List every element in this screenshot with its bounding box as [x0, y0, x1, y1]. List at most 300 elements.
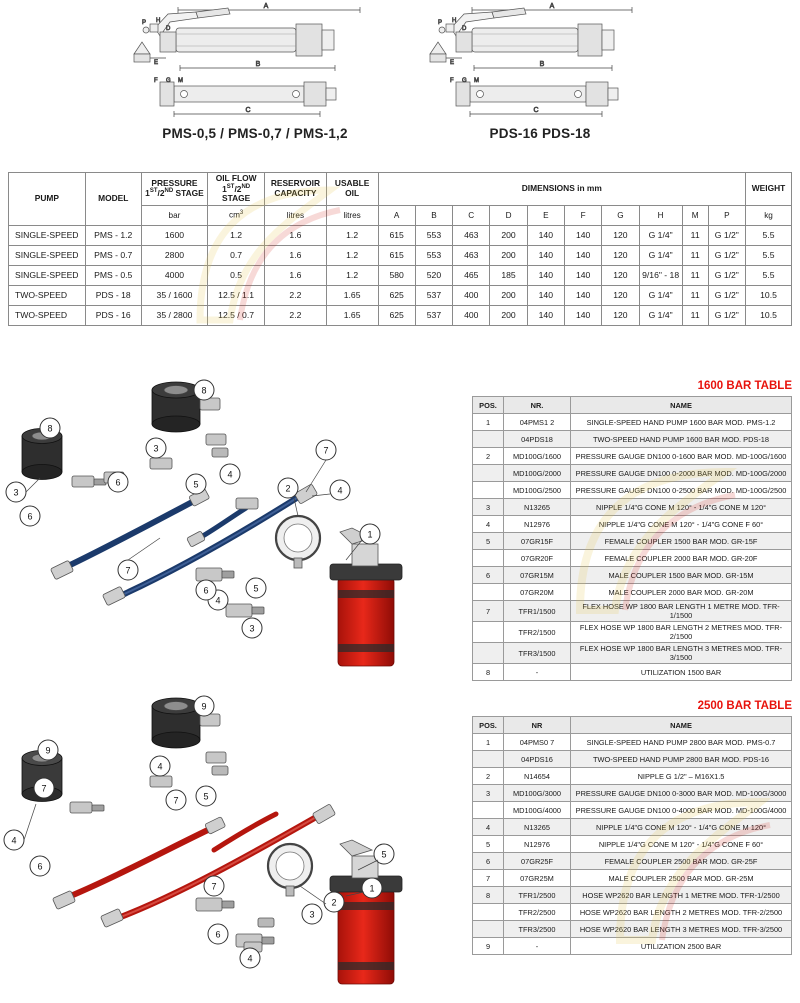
- cell-name: FLEX HOSE WP 1800 BAR LENGTH 1 METRE MOD. TFR-1/1500: [571, 601, 792, 622]
- cell-model: PDS - 18: [85, 285, 141, 305]
- callout-3c: 3: [249, 623, 255, 634]
- cell-oil-flow: 0.7: [208, 245, 265, 265]
- header-pressure-label: PRESSURE: [151, 177, 198, 188]
- cell-dim-B: 553: [415, 225, 452, 245]
- table-row: [473, 431, 792, 448]
- cell-pos: 4: [473, 819, 504, 836]
- header-usable-label: USABLE: [334, 178, 370, 189]
- table-row: [473, 785, 792, 802]
- cell-dim-D: 200: [490, 305, 527, 325]
- svg-text:E: E: [154, 60, 159, 66]
- cell-pos: 7: [473, 601, 504, 622]
- parts-header-row: [473, 397, 792, 414]
- cell-nr: N14654: [504, 768, 571, 785]
- callout-7b: 7: [323, 445, 329, 456]
- svg-text:P: P: [142, 20, 147, 26]
- dim-header-G: G: [602, 205, 639, 225]
- cell-dim-G: 120: [602, 265, 639, 285]
- dim-header-M: M: [682, 205, 708, 225]
- cell-dim-F: 140: [564, 285, 601, 305]
- callout-4c: 4: [247, 953, 253, 964]
- cell-name: HOSE WP2620 BAR LENGTH 1 METRE MOD. TFR-1/2500: [571, 887, 792, 904]
- header-pos: POS.: [473, 717, 504, 734]
- callout-1: 1: [369, 883, 375, 894]
- cell-pos: [473, 751, 504, 768]
- svg-text:P: P: [438, 20, 443, 26]
- cell-nr: TFR3/1500: [504, 643, 571, 664]
- cell-dim-C: 463: [453, 225, 490, 245]
- header-pressure: PRESSURE 1ST/2ND STAGE: [141, 173, 207, 206]
- table-row: [473, 643, 792, 664]
- callout-5: 5: [193, 479, 199, 490]
- cell-nr: TFR2/2500: [504, 904, 571, 921]
- dim-header-F: F: [564, 205, 601, 225]
- cell-pump: SINGLE-SPEED: [9, 245, 86, 265]
- cell-name: PRESSURE GAUGE DN100 0-3000 BAR MOD. MD-100G/3000: [571, 785, 792, 802]
- callout-4: 4: [337, 485, 343, 496]
- cell-dim-P: G 1/2": [708, 305, 745, 325]
- cell-weight: 5.5: [746, 245, 792, 265]
- header-usable-oil: [326, 173, 378, 206]
- callout-4: 4: [11, 835, 17, 846]
- svg-text:E: E: [450, 60, 455, 66]
- callout-2: 2: [285, 483, 291, 494]
- cell-nr: TFR2/1500: [504, 622, 571, 643]
- cell-name: SINGLE-SPEED HAND PUMP 2800 BAR MOD. PMS-0.7: [571, 734, 792, 751]
- unit-oil-flow: $cm^3$: [208, 205, 265, 225]
- cell-nr: MD100G/3000: [504, 785, 571, 802]
- cell-dim-C: 465: [453, 265, 490, 285]
- cell-pos: [473, 465, 504, 482]
- cell-nr: 04PMS0 7: [504, 734, 571, 751]
- svg-text:D: D: [462, 26, 467, 32]
- cell-weight: 5.5: [746, 265, 792, 285]
- table-row: [473, 887, 792, 904]
- cell-oil-flow: 0.5: [208, 265, 265, 285]
- cell-pos: 3: [473, 785, 504, 802]
- cell-dim-D: 185: [490, 265, 527, 285]
- cell-pos: [473, 431, 504, 448]
- cell-nr: -: [504, 664, 571, 681]
- cell-pressure: 2800: [141, 245, 207, 265]
- cell-name: PRESSURE GAUGE DN100 0-4000 BAR MOD. MD-100G/4000: [571, 802, 792, 819]
- cell-pos: 8: [473, 887, 504, 904]
- cell-oil-flow: 12.5 / 0.7: [208, 305, 265, 325]
- cell-dim-H: G 1/4": [639, 245, 682, 265]
- svg-text:F: F: [154, 78, 158, 84]
- cell-pos: [473, 482, 504, 499]
- cell-dim-A: 615: [378, 245, 415, 265]
- cell-pressure: 4000: [141, 265, 207, 285]
- table-row: [473, 768, 792, 785]
- cell-dim-P: G 1/2": [708, 285, 745, 305]
- cell-pos: [473, 921, 504, 938]
- table-row: [473, 836, 792, 853]
- table-row: [473, 870, 792, 887]
- callout-6b: 6: [115, 477, 121, 488]
- callout-5b: 5: [203, 791, 209, 802]
- cell-nr: -: [504, 938, 571, 955]
- parts-table-2500bar: [472, 716, 792, 955]
- svg-text:F: F: [450, 78, 454, 84]
- cell-dim-H: G 1/4": [639, 305, 682, 325]
- cell-dim-A: 580: [378, 265, 415, 285]
- cell-pos: [473, 622, 504, 643]
- cell-dim-P: G 1/2": [708, 225, 745, 245]
- cell-nr: MD100G/2000: [504, 465, 571, 482]
- parts-table-1600bar: [472, 396, 792, 681]
- cell-dim-E: 140: [527, 285, 564, 305]
- cell-name: NIPPLE 1/4"G CONE M 120° - 1/4"G CONE F 60°: [571, 836, 792, 853]
- cell-pos: [473, 904, 504, 921]
- cell-oil-flow: 1.2: [208, 225, 265, 245]
- header-pos: POS.: [473, 397, 504, 414]
- cell-name: SINGLE-SPEED HAND PUMP 1600 BAR MOD. PMS-1.2: [571, 414, 792, 431]
- header-weight: WEIGHT: [746, 173, 792, 206]
- callout-9b: 9: [45, 745, 51, 756]
- header-model: MODEL: [85, 173, 141, 226]
- cell-reservoir: 1.6: [265, 245, 327, 265]
- cell-dim-G: 120: [602, 225, 639, 245]
- cell-name: FLEX HOSE WP 1800 BAR LENGTH 2 METRES MOD. TFR-2/1500: [571, 622, 792, 643]
- cell-dim-M: 11: [682, 285, 708, 305]
- cell-pos: 7: [473, 870, 504, 887]
- cell-dim-B: 520: [415, 265, 452, 285]
- unit-weight: kg: [746, 205, 792, 225]
- cell-dim-A: 625: [378, 305, 415, 325]
- cell-dim-P: G 1/2": [708, 245, 745, 265]
- cell-pump: TWO-SPEED: [9, 285, 86, 305]
- cell-nr: N13265: [504, 499, 571, 516]
- cell-nr: N12976: [504, 836, 571, 853]
- cell-name: NIPPLE G 1/2" – M16X1.5: [571, 768, 792, 785]
- table-row: [473, 734, 792, 751]
- cell-reservoir: 2.2: [265, 285, 327, 305]
- table-row: [473, 550, 792, 567]
- cell-weight: 5.5: [746, 225, 792, 245]
- callout-7: 7: [125, 565, 131, 576]
- cell-pos: 2: [473, 768, 504, 785]
- table-row: [9, 245, 792, 265]
- cell-dim-C: 463: [453, 245, 490, 265]
- table-row: [9, 225, 792, 245]
- cell-pressure: 35 / 1600: [141, 285, 207, 305]
- cell-dim-H: G 1/4": [639, 285, 682, 305]
- unit-usable: litres: [326, 205, 378, 225]
- cell-dim-D: 200: [490, 225, 527, 245]
- callout-6c: 6: [203, 585, 209, 596]
- callout-7b: 7: [173, 795, 179, 806]
- svg-text:H: H: [452, 18, 457, 24]
- cell-reservoir: 2.2: [265, 305, 327, 325]
- cell-name: FEMALE COUPLER 2000 BAR MOD. GR-20F: [571, 550, 792, 567]
- svg-text:G: G: [166, 78, 171, 84]
- cell-pos: 4: [473, 516, 504, 533]
- cell-name: MALE COUPLER 2500 BAR MOD. GR-25M: [571, 870, 792, 887]
- cell-dim-F: 140: [564, 225, 601, 245]
- cell-dim-M: 11: [682, 305, 708, 325]
- table-row: [9, 305, 792, 325]
- drawing-pds-series: [420, 2, 650, 122]
- cell-oil-flow: 12.5 / 1.1: [208, 285, 265, 305]
- callout-3b: 3: [153, 443, 159, 454]
- cell-dim-C: 400: [453, 305, 490, 325]
- cell-name: UTILIZATION 2500 BAR: [571, 938, 792, 955]
- cell-name: NIPPLE 1/4"G CONE M 120° - 1/4"G CONE M 120°: [571, 819, 792, 836]
- cell-dim-M: 11: [682, 245, 708, 265]
- callout-7: 7: [211, 881, 217, 892]
- cell-dim-D: 200: [490, 285, 527, 305]
- callout-6b: 6: [215, 929, 221, 940]
- cell-model: PMS - 1.2: [85, 225, 141, 245]
- unit-pressure: bar: [141, 205, 207, 225]
- cell-nr: TFR1/1500: [504, 601, 571, 622]
- cell-name: MALE COUPLER 2000 BAR MOD. GR-20M: [571, 584, 792, 601]
- dim-header-B: B: [415, 205, 452, 225]
- cell-dim-E: 140: [527, 305, 564, 325]
- cell-usable: 1.65: [326, 285, 378, 305]
- header-reservoir: [265, 173, 327, 206]
- table-row: [473, 938, 792, 955]
- cell-name: PRESSURE GAUGE DN100 0-2500 BAR MOD. MD-100G/2500: [571, 482, 792, 499]
- callout-7c: 7: [41, 783, 47, 794]
- header-reservoir-label: RESERVOIR: [270, 178, 320, 189]
- callout-3: 3: [309, 909, 315, 920]
- callout-5b: 5: [253, 583, 259, 594]
- cell-nr: 04PDS18: [504, 431, 571, 448]
- cell-dim-F: 140: [564, 245, 601, 265]
- dim-header-D: D: [490, 205, 527, 225]
- table-row: [473, 567, 792, 584]
- svg-text:D: D: [166, 26, 171, 32]
- svg-text:H: H: [156, 18, 161, 24]
- cell-pos: 1: [473, 414, 504, 431]
- cell-pos: 8: [473, 664, 504, 681]
- cell-pressure: 1600: [141, 225, 207, 245]
- cell-dim-C: 400: [453, 285, 490, 305]
- cell-nr: 07GR25M: [504, 870, 571, 887]
- cell-dim-G: 120: [602, 305, 639, 325]
- svg-text:A: A: [263, 3, 269, 10]
- table-row: [473, 482, 792, 499]
- table-row: [473, 516, 792, 533]
- table-row: [473, 622, 792, 643]
- svg-text:C: C: [533, 107, 539, 114]
- cell-dim-E: 140: [527, 225, 564, 245]
- cell-name: PRESSURE GAUGE DN100 0-2000 BAR MOD. MD-100G/2000: [571, 465, 792, 482]
- dim-header-P: P: [708, 205, 745, 225]
- dim-header-C: C: [453, 205, 490, 225]
- cell-name: MALE COUPLER 1500 BAR MOD. GR-15M: [571, 567, 792, 584]
- specification-table: [8, 172, 792, 326]
- cell-dim-B: 537: [415, 285, 452, 305]
- cell-name: NIPPLE 1/4"G CONE M 120° - 1/4"G CONE F 60°: [571, 516, 792, 533]
- parts-table-2-title: 2500 BAR TABLE: [697, 700, 792, 712]
- cell-name: NIPPLE 1/4"G CONE M 120° - 1/4"G CONE M 120°: [571, 499, 792, 516]
- callout-6: 6: [37, 861, 43, 872]
- cell-pos: 1: [473, 734, 504, 751]
- caption-pms-series: PMS-0,5 / PMS-0,7 / PMS-1,2: [162, 126, 348, 141]
- cell-dim-E: 140: [527, 265, 564, 285]
- cell-dim-G: 120: [602, 285, 639, 305]
- cell-dim-B: 537: [415, 305, 452, 325]
- header-name: NAME: [571, 717, 792, 734]
- technical-drawings: [0, 0, 800, 150]
- cell-reservoir: 1.6: [265, 225, 327, 245]
- callout-6: 6: [27, 511, 33, 522]
- cell-usable: 1.2: [326, 245, 378, 265]
- cell-pressure: 35 / 2800: [141, 305, 207, 325]
- header-usable-label2: OIL: [345, 187, 360, 198]
- cell-dim-G: 120: [602, 245, 639, 265]
- cell-usable: 1.2: [326, 265, 378, 285]
- cell-nr: 07GR15F: [504, 533, 571, 550]
- table-row: [473, 601, 792, 622]
- svg-text:C: C: [245, 107, 251, 114]
- table-row: [473, 414, 792, 431]
- header-oil-flow: OIL FLOW 1ST/2ND STAGE: [208, 173, 265, 206]
- callout-4b: 4: [227, 469, 233, 480]
- cell-nr: N12976: [504, 516, 571, 533]
- cell-pos: [473, 584, 504, 601]
- cell-nr: MD100G/2500: [504, 482, 571, 499]
- caption-pds-series: PDS-16 PDS-18: [489, 126, 591, 141]
- cell-dim-B: 553: [415, 245, 452, 265]
- table-row: [473, 819, 792, 836]
- callout-1: 1: [367, 529, 373, 540]
- cell-name: FEMALE COUPLER 2500 BAR MOD. GR-25F: [571, 853, 792, 870]
- cell-pump: SINGLE-SPEED: [9, 265, 86, 285]
- cell-nr: 07GR15M: [504, 567, 571, 584]
- table-row: [473, 751, 792, 768]
- dim-header-A: A: [378, 205, 415, 225]
- table-row: [473, 921, 792, 938]
- cell-name: FLEX HOSE WP 1800 BAR LENGTH 3 METRES MOD. TFR-3/1500: [571, 643, 792, 664]
- svg-text:M: M: [474, 78, 479, 84]
- header-reservoir-label2: CAPACITY: [274, 187, 317, 198]
- cell-pos: 2: [473, 448, 504, 465]
- svg-text:A: A: [549, 3, 555, 10]
- table-row: [473, 904, 792, 921]
- cell-dim-M: 11: [682, 225, 708, 245]
- table-row: [473, 664, 792, 681]
- cell-name: PRESSURE GAUGE DN100 0-1600 BAR MOD. MD-100G/1600: [571, 448, 792, 465]
- svg-text:B: B: [255, 61, 261, 68]
- cell-dim-F: 140: [564, 305, 601, 325]
- callout-8: 8: [201, 385, 207, 396]
- cell-nr: 07GR20F: [504, 550, 571, 567]
- header-pump: PUMP: [9, 173, 86, 226]
- callout-2: 2: [331, 897, 337, 908]
- cell-nr: MD100G/1600: [504, 448, 571, 465]
- table-header-row-1: [9, 173, 792, 206]
- table-row: [9, 265, 792, 285]
- drawing-pms-series: [120, 2, 380, 122]
- cell-nr: 07GR20M: [504, 584, 571, 601]
- table-row: [473, 584, 792, 601]
- cell-nr: TFR3/2500: [504, 921, 571, 938]
- cell-dim-F: 140: [564, 265, 601, 285]
- dim-header-E: E: [527, 205, 564, 225]
- cell-name: FEMALE COUPLER 1500 BAR MOD. GR-15F: [571, 533, 792, 550]
- cell-name: UTILIZATION 1500 BAR: [571, 664, 792, 681]
- cell-dim-H: G 1/4": [639, 225, 682, 245]
- cell-pos: 3: [473, 499, 504, 516]
- cell-dim-M: 11: [682, 265, 708, 285]
- cell-nr: TFR1/2500: [504, 887, 571, 904]
- header-nr: NR.: [504, 397, 571, 414]
- cell-pos: 5: [473, 836, 504, 853]
- header-name: NAME: [571, 397, 792, 414]
- callout-4b: 4: [157, 761, 163, 772]
- table-row: [473, 465, 792, 482]
- cell-nr: 04PMS1 2: [504, 414, 571, 431]
- cell-pos: 6: [473, 567, 504, 584]
- table-row: [473, 802, 792, 819]
- cell-name: TWO-SPEED HAND PUMP 2800 BAR MOD. PDS-16: [571, 751, 792, 768]
- cell-nr: 04PDS16: [504, 751, 571, 768]
- callout-3: 3: [13, 487, 19, 498]
- cell-dim-A: 625: [378, 285, 415, 305]
- cell-pos: 6: [473, 853, 504, 870]
- cell-weight: 10.5: [746, 285, 792, 305]
- cell-dim-E: 140: [527, 245, 564, 265]
- svg-text:G: G: [462, 78, 467, 84]
- header-oil-flow-label: OIL FLOW: [215, 173, 257, 183]
- exploded-diagram-2500bar: [0, 690, 470, 990]
- cell-model: PDS - 16: [85, 305, 141, 325]
- svg-text:M: M: [178, 78, 183, 84]
- cell-pump: TWO-SPEED: [9, 305, 86, 325]
- callout-8b: 8: [47, 423, 53, 434]
- callout-9: 9: [201, 701, 207, 712]
- cell-pos: [473, 802, 504, 819]
- cell-nr: 07GR25F: [504, 853, 571, 870]
- table-row: [473, 853, 792, 870]
- cell-reservoir: 1.6: [265, 265, 327, 285]
- cell-name: HOSE WP2620 BAR LENGTH 2 METRES MOD. TFR-2/2500: [571, 904, 792, 921]
- cell-pos: 5: [473, 533, 504, 550]
- callout-5: 5: [381, 849, 387, 860]
- cell-dim-P: G 1/2": [708, 265, 745, 285]
- cell-pos: [473, 550, 504, 567]
- header-dimensions: DIMENSIONS in mm: [378, 173, 746, 206]
- dim-header-H: H: [639, 205, 682, 225]
- cell-pos: 9: [473, 938, 504, 955]
- unit-reservoir: litres: [265, 205, 327, 225]
- table-row: [473, 533, 792, 550]
- cell-weight: 10.5: [746, 305, 792, 325]
- cell-model: PMS - 0.7: [85, 245, 141, 265]
- exploded-diagram-1600bar: [0, 368, 470, 668]
- table-row: [9, 285, 792, 305]
- cell-usable: 1.2: [326, 225, 378, 245]
- table-row: [473, 499, 792, 516]
- cell-name: HOSE WP2620 BAR LENGTH 3 METRES MOD. TFR-3/2500: [571, 921, 792, 938]
- parts-header-row: [473, 717, 792, 734]
- cell-pump: SINGLE-SPEED: [9, 225, 86, 245]
- cell-nr: MD100G/4000: [504, 802, 571, 819]
- cell-nr: N13265: [504, 819, 571, 836]
- callout-4c: 4: [215, 595, 221, 606]
- header-nr: NR: [504, 717, 571, 734]
- table-row: [473, 448, 792, 465]
- cell-name: TWO-SPEED HAND PUMP 1600 BAR MOD. PDS-18: [571, 431, 792, 448]
- cell-usable: 1.65: [326, 305, 378, 325]
- cell-model: PMS - 0.5: [85, 265, 141, 285]
- cell-dim-D: 200: [490, 245, 527, 265]
- parts-table-1-title: 1600 BAR TABLE: [697, 380, 792, 392]
